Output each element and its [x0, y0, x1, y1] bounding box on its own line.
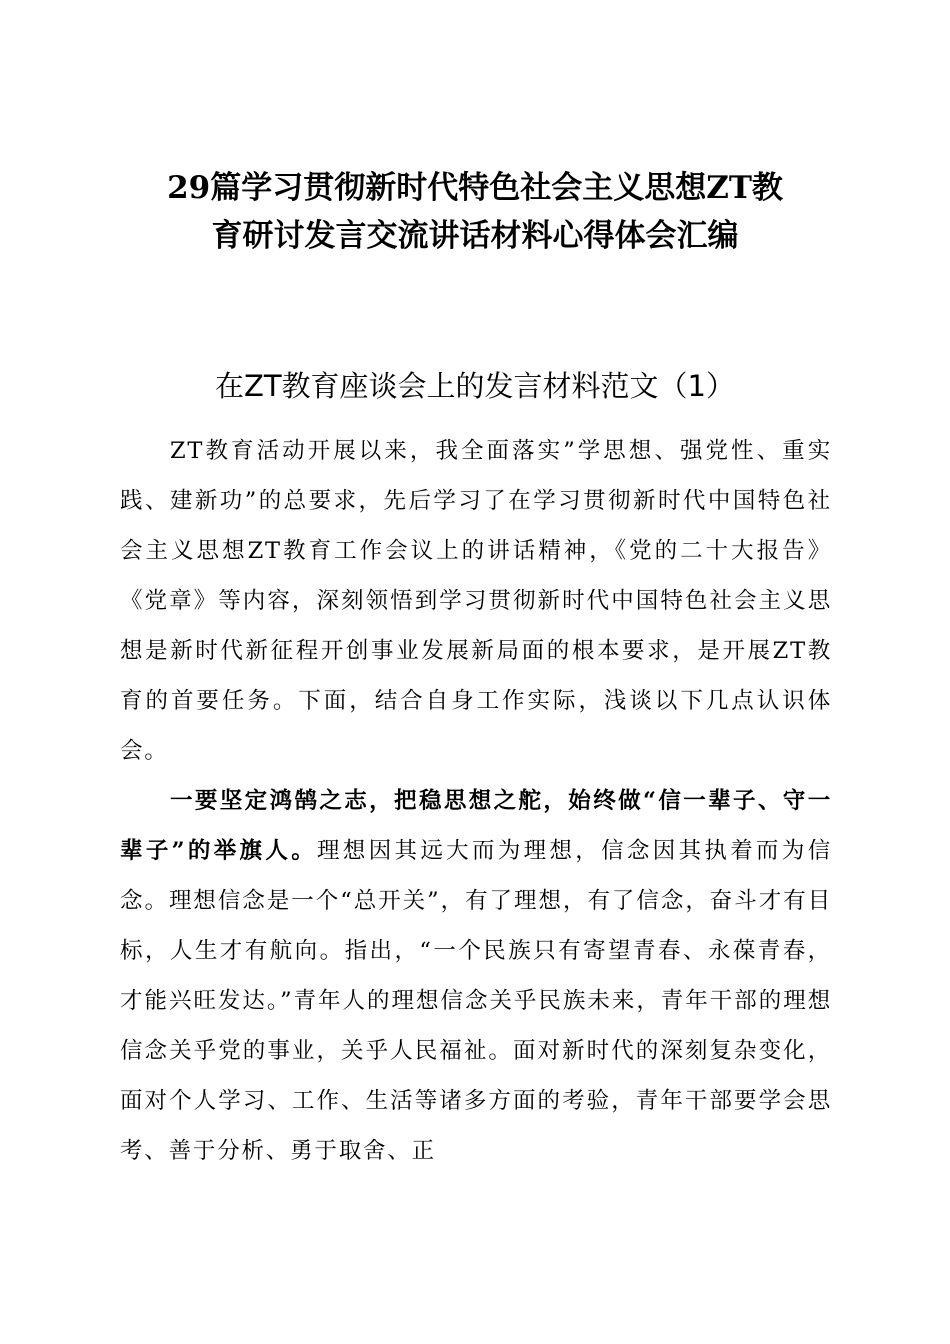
document-body — [120, 426, 832, 1176]
document-title — [100, 164, 850, 260]
document-title-line-2: 育研讨发言交流讲话材料心得体会汇编 — [211, 218, 739, 254]
paragraph-point-1 — [120, 776, 832, 1176]
paragraph-intro-text: ZT教育活动开展以来，我全面落实”学思想、强党性、重实践、建新功”的总要求，先后学习了在学习贯彻新时代中国特色社会主义思想ZT教育工作会议上的讲话精神，《党的二十大报告》《党章》等内容，深刻领悟到学习贯彻新时代中国特色社会主义思想是新时代新征程开创事业发展新局面的根本要求，是开展ZT教育的首要任务。下面，结合自身工作实际，浅谈以下几点认识体会。 — [120, 438, 832, 764]
document-title-line-1: 29篇学习贯彻新时代特色社会主义思想ZT教 — [167, 170, 783, 206]
paragraph-point-1-text: 理想因其远大而为理想，信念因其执着而为信念。理想信念是一个“总开关”，有了理想，有了信念，奋斗才有目标，人生才有航向。指出，“一个民族只有寄望青春、永葆青春，才能兴旺发达。”青年人的理想信念关乎民族未来，青年干部的理想信念关乎党的事业，关乎人民福祉。面对新时代的深刻复杂变化，面对个人学习、工作、生活等诸多方面的考验，青年干部要学会思考、善于分析、勇于取舍、正 — [120, 838, 832, 1164]
paragraph-point-1-lead: 一要坚定鸿鹄之志，把稳思想之舵，始终做“信一辈子、守一辈子”的举旗人。 — [120, 788, 832, 864]
section-title: 在ZT教育座谈会上的发言材料范文（1） — [214, 369, 736, 403]
paragraph-intro — [120, 426, 832, 776]
